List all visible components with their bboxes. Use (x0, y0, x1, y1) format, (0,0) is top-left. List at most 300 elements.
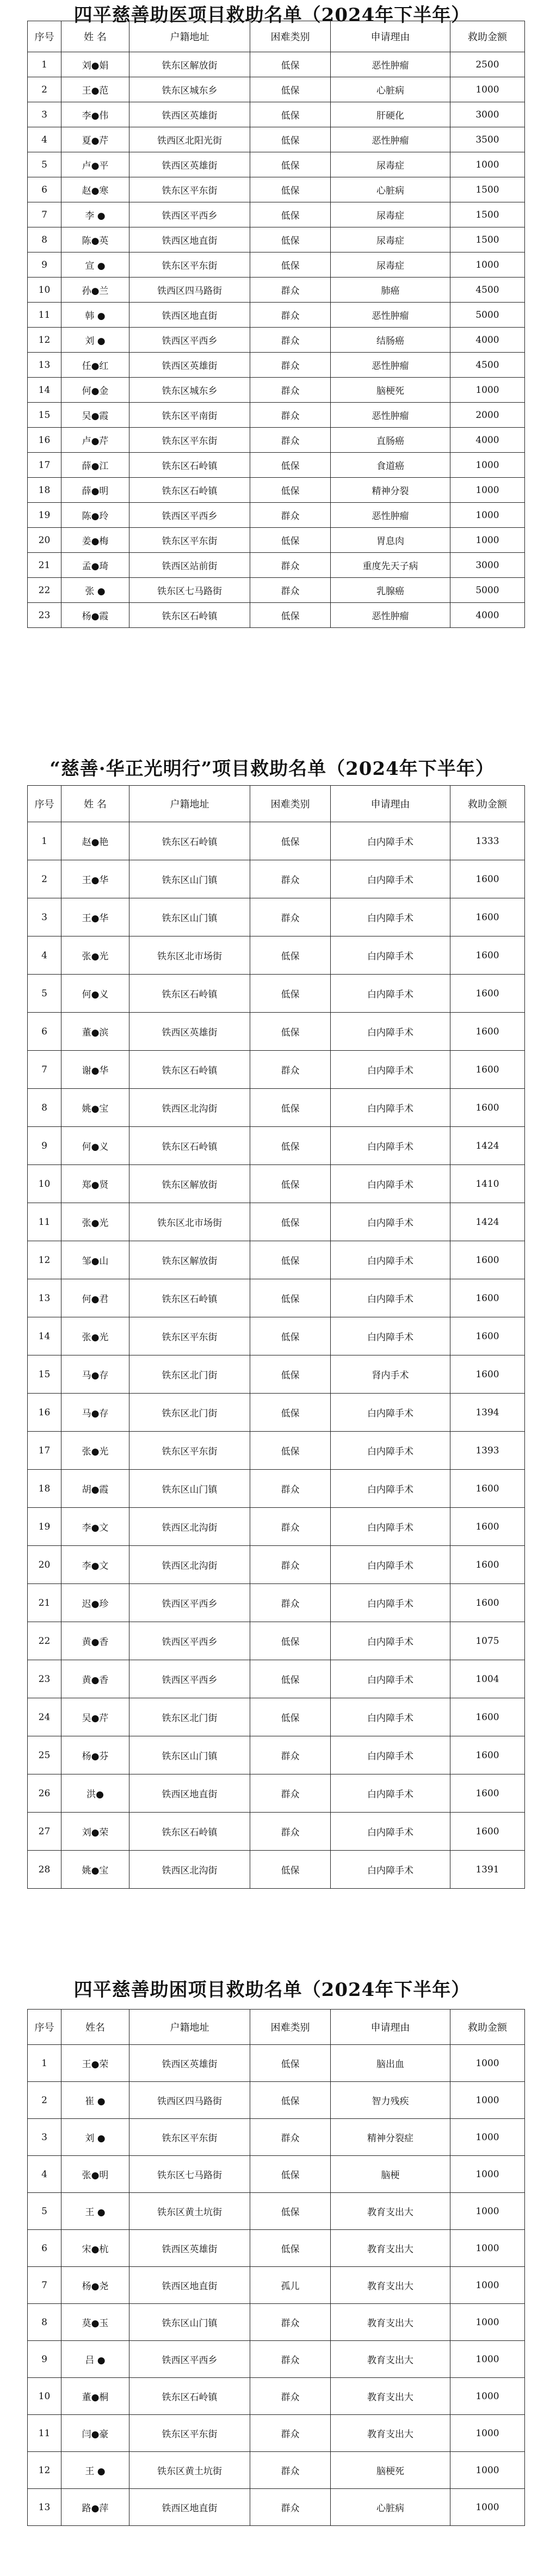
cell-reason: 脑出血 (331, 2045, 450, 2082)
table-row (28, 2156, 525, 2193)
cell-category: 低保 (250, 1203, 331, 1241)
cell-category: 低保 (250, 52, 331, 77)
cell-category: 群众 (250, 1508, 331, 1546)
cell-address: 铁西区地直街 (129, 2267, 250, 2304)
cell-amount: 1004 (450, 1660, 525, 1698)
cell-name: 卢●芹 (61, 428, 129, 453)
table-row (28, 1508, 525, 1546)
cell-index: 5 (28, 152, 61, 177)
table-row (28, 353, 525, 378)
cell-name: 张●光 (61, 1203, 129, 1241)
cell-category: 低保 (250, 1127, 331, 1165)
cell-amount: 1600 (450, 1279, 525, 1317)
cell-amount: 1424 (450, 1127, 525, 1165)
cell-address: 铁东区平东街 (129, 1432, 250, 1470)
table-row (28, 102, 525, 127)
cell-index: 10 (28, 2378, 61, 2415)
header-col-address: 户籍地址 (129, 2010, 250, 2045)
header-col-index: 序号 (28, 2010, 61, 2045)
cell-reason: 白内障手术 (331, 1774, 450, 1813)
table-row (28, 1851, 525, 1889)
cell-reason: 白内障手术 (331, 1394, 450, 1432)
cell-amount: 1600 (450, 1813, 525, 1851)
table-row (28, 603, 525, 628)
header-col-index: 序号 (28, 21, 61, 52)
cell-address: 铁西区平西乡 (129, 328, 250, 353)
cell-amount: 1000 (450, 378, 525, 403)
cell-name: 何●义 (61, 975, 129, 1013)
cell-reason: 白内障手术 (331, 1165, 450, 1203)
cell-index: 16 (28, 1394, 61, 1432)
header-col-category: 困难类别 (250, 21, 331, 52)
cell-reason: 白内障手术 (331, 1089, 450, 1127)
cell-reason: 恶性肿瘤 (331, 403, 450, 428)
cell-reason: 白内障手术 (331, 1546, 450, 1584)
table-row (28, 1774, 525, 1813)
cell-category: 群众 (250, 1051, 331, 1089)
cell-reason: 白内障手术 (331, 1051, 450, 1089)
cell-address: 铁东区城东乡 (129, 378, 250, 403)
cell-address: 铁东区山门镇 (129, 2304, 250, 2341)
table-row (28, 2341, 525, 2378)
table-row (28, 898, 525, 936)
cell-reason: 白内障手术 (331, 1584, 450, 1622)
cell-reason: 结肠癌 (331, 328, 450, 353)
cell-address: 铁东区七马路街 (129, 578, 250, 603)
cell-address: 铁西区四马路街 (129, 278, 250, 303)
cell-name: 王●荣 (61, 2045, 129, 2082)
cell-amount: 1600 (450, 1317, 525, 1355)
cell-category: 低保 (250, 1013, 331, 1051)
cell-reason: 白内障手术 (331, 1279, 450, 1317)
cell-category: 低保 (250, 2082, 331, 2119)
section-title-cataract-program: “慈善·华正光明行”项目救助名单（2024年下半年） (50, 758, 494, 780)
cell-reason: 白内障手术 (331, 1241, 450, 1279)
table-row (28, 1051, 525, 1089)
cell-index: 17 (28, 1432, 61, 1470)
cell-reason: 教育支出大 (331, 2304, 450, 2341)
cell-name: 莫●玉 (61, 2304, 129, 2341)
cell-name: 刘 ● (61, 2119, 129, 2156)
cell-amount: 4000 (450, 328, 525, 353)
table-row (28, 403, 525, 428)
cell-address: 铁东区山门镇 (129, 1470, 250, 1508)
table-row (28, 2119, 525, 2156)
cell-name: 韩 ● (61, 303, 129, 328)
cell-reason: 恶性肿瘤 (331, 127, 450, 152)
cell-amount: 1500 (450, 202, 525, 227)
cell-amount: 1000 (450, 2304, 525, 2341)
cell-category: 低保 (250, 127, 331, 152)
cell-category: 低保 (250, 2156, 331, 2193)
cell-reason: 教育支出大 (331, 2415, 450, 2452)
cell-address: 铁西区平西乡 (129, 202, 250, 227)
cell-amount: 1600 (450, 1508, 525, 1546)
cell-category: 群众 (250, 278, 331, 303)
cell-address: 铁西区北沟街 (129, 1546, 250, 1584)
cell-amount: 1600 (450, 975, 525, 1013)
cell-index: 26 (28, 1774, 61, 1813)
table-row (28, 1013, 525, 1051)
cell-index: 13 (28, 2489, 61, 2526)
header-col-reason: 申请理由 (331, 21, 450, 52)
cell-index: 3 (28, 898, 61, 936)
cell-reason: 白内障手术 (331, 1013, 450, 1051)
cell-name: 王●华 (61, 860, 129, 898)
cell-address: 铁东区平东街 (129, 177, 250, 202)
cell-name: 张●光 (61, 936, 129, 975)
cell-reason: 白内障手术 (331, 1851, 450, 1889)
cell-amount: 4500 (450, 353, 525, 378)
table-row (28, 378, 525, 403)
cell-category: 低保 (250, 177, 331, 202)
header-col-reason: 申请理由 (331, 2010, 450, 2045)
cell-index: 2 (28, 860, 61, 898)
cell-amount: 1600 (450, 936, 525, 975)
cell-name: 刘●荣 (61, 1813, 129, 1851)
cell-name: 任●红 (61, 353, 129, 378)
cell-index: 8 (28, 227, 61, 252)
table-row (28, 478, 525, 503)
cell-reason: 脑梗 (331, 2156, 450, 2193)
cell-address: 铁西区地直街 (129, 2489, 250, 2526)
cell-address: 铁东区石岭镇 (129, 1813, 250, 1851)
cell-reason: 白内障手术 (331, 1127, 450, 1165)
cell-amount: 1600 (450, 898, 525, 936)
cell-index: 10 (28, 278, 61, 303)
cell-name: 卢●平 (61, 152, 129, 177)
cell-name: 崔 ● (61, 2082, 129, 2119)
cell-index: 7 (28, 1051, 61, 1089)
table-row (28, 936, 525, 975)
cell-amount: 1000 (450, 77, 525, 102)
cell-amount: 1000 (450, 152, 525, 177)
cell-index: 9 (28, 1127, 61, 1165)
cell-amount: 1410 (450, 1165, 525, 1203)
cell-index: 15 (28, 403, 61, 428)
cell-reason: 白内障手术 (331, 1317, 450, 1355)
cell-category: 低保 (250, 1165, 331, 1203)
cell-reason: 白内障手术 (331, 898, 450, 936)
section-title-hardship-aid: 四平慈善助困项目救助名单（2024年下半年） (73, 1979, 471, 2001)
cell-reason: 乳腺癌 (331, 578, 450, 603)
cell-index: 5 (28, 975, 61, 1013)
cell-index: 10 (28, 1165, 61, 1203)
cell-reason: 教育支出大 (331, 2230, 450, 2267)
cell-index: 19 (28, 503, 61, 528)
cell-index: 4 (28, 127, 61, 152)
cell-index: 11 (28, 2415, 61, 2452)
cell-index: 8 (28, 1089, 61, 1127)
cell-category: 群众 (250, 1813, 331, 1851)
cell-amount: 1394 (450, 1394, 525, 1432)
cell-index: 8 (28, 2304, 61, 2341)
cell-reason: 白内障手术 (331, 1698, 450, 1736)
cell-amount: 4000 (450, 428, 525, 453)
cell-category: 低保 (250, 1432, 331, 1470)
cell-index: 18 (28, 1470, 61, 1508)
cell-index: 21 (28, 1584, 61, 1622)
table-row (28, 1089, 525, 1127)
cell-name: 宋●杭 (61, 2230, 129, 2267)
cell-index: 14 (28, 1317, 61, 1355)
cell-index: 11 (28, 1203, 61, 1241)
cell-name: 董●滨 (61, 1013, 129, 1051)
table-row (28, 1660, 525, 1698)
cell-address: 铁东区解放街 (129, 52, 250, 77)
cell-index: 2 (28, 2082, 61, 2119)
cell-amount: 1500 (450, 227, 525, 252)
cell-reason: 教育支出大 (331, 2378, 450, 2415)
cell-name: 王●范 (61, 77, 129, 102)
cell-address: 铁东区石岭镇 (129, 1279, 250, 1317)
cell-category: 低保 (250, 1089, 331, 1127)
cell-name: 李●伟 (61, 102, 129, 127)
cell-category: 低保 (250, 202, 331, 227)
cell-address: 铁东区北门街 (129, 1698, 250, 1736)
cell-category: 群众 (250, 403, 331, 428)
cell-amount: 1075 (450, 1622, 525, 1660)
cell-category: 群众 (250, 1470, 331, 1508)
cell-category: 群众 (250, 1736, 331, 1774)
table-row (28, 52, 525, 77)
cell-amount: 1600 (450, 1089, 525, 1127)
cell-index: 1 (28, 2045, 61, 2082)
cell-name: 路●萍 (61, 2489, 129, 2526)
cell-category: 群众 (250, 428, 331, 453)
table-row (28, 2193, 525, 2230)
cell-amount: 5000 (450, 303, 525, 328)
header-col-index: 序号 (28, 786, 61, 822)
cell-category: 低保 (250, 478, 331, 503)
cell-address: 铁东区平东街 (129, 528, 250, 553)
table-row (28, 1241, 525, 1279)
cell-category: 群众 (250, 2304, 331, 2341)
cell-amount: 1000 (450, 252, 525, 278)
cell-category: 群众 (250, 2378, 331, 2415)
cell-reason: 心脏病 (331, 2489, 450, 2526)
header-col-reason: 申请理由 (331, 786, 450, 822)
cell-index: 11 (28, 303, 61, 328)
cell-category: 低保 (250, 975, 331, 1013)
table-row (28, 503, 525, 528)
cell-category: 低保 (250, 102, 331, 127)
cell-category: 低保 (250, 2230, 331, 2267)
cell-index: 6 (28, 1013, 61, 1051)
cell-category: 低保 (250, 1660, 331, 1698)
table-row (28, 2267, 525, 2304)
cell-name: 张●光 (61, 1432, 129, 1470)
cell-address: 铁东区石岭镇 (129, 453, 250, 478)
cell-address: 铁西区北阳光街 (129, 127, 250, 152)
cell-name: 何●君 (61, 1279, 129, 1317)
cell-address: 铁西区地直街 (129, 227, 250, 252)
header-col-amount: 救助金额 (450, 786, 525, 822)
cell-reason: 白内障手术 (331, 860, 450, 898)
table-row (28, 1279, 525, 1317)
cell-category: 低保 (250, 936, 331, 975)
cell-category: 低保 (250, 1355, 331, 1394)
cell-category: 群众 (250, 303, 331, 328)
cell-category: 低保 (250, 603, 331, 628)
cell-category: 群众 (250, 578, 331, 603)
cell-reason: 白内障手术 (331, 975, 450, 1013)
cell-reason: 脑梗死 (331, 378, 450, 403)
cell-amount: 1000 (450, 503, 525, 528)
header-col-amount: 救助金额 (450, 21, 525, 52)
cell-index: 13 (28, 353, 61, 378)
cell-category: 低保 (250, 227, 331, 252)
cell-address: 铁东区石岭镇 (129, 975, 250, 1013)
table-row (28, 1698, 525, 1736)
cell-index: 19 (28, 1508, 61, 1546)
header-col-name: 姓名 (61, 2010, 129, 2045)
cell-reason: 尿毒症 (331, 252, 450, 278)
cataract-program-table (27, 785, 525, 1889)
cell-index: 6 (28, 2230, 61, 2267)
cell-name: 吴●芹 (61, 1698, 129, 1736)
cell-amount: 1600 (450, 1584, 525, 1622)
cell-name: 黄●香 (61, 1622, 129, 1660)
cell-reason: 教育支出大 (331, 2341, 450, 2378)
cell-amount: 4000 (450, 603, 525, 628)
cell-amount: 1500 (450, 177, 525, 202)
table-row (28, 2378, 525, 2415)
cell-address: 铁西区英雄街 (129, 2045, 250, 2082)
table-row (28, 127, 525, 152)
cell-reason: 白内障手术 (331, 1470, 450, 1508)
cell-name: 吕 ● (61, 2341, 129, 2378)
cell-index: 5 (28, 2193, 61, 2230)
cell-address: 铁西区北沟街 (129, 1851, 250, 1889)
cell-name: 杨●尧 (61, 2267, 129, 2304)
cell-reason: 智力残疾 (331, 2082, 450, 2119)
cell-name: 陈●玲 (61, 503, 129, 528)
cell-index: 1 (28, 52, 61, 77)
cell-index: 20 (28, 1546, 61, 1584)
cell-name: 李 ● (61, 202, 129, 227)
cell-name: 王 ● (61, 2193, 129, 2230)
header-col-category: 困难类别 (250, 2010, 331, 2045)
cell-reason: 尿毒症 (331, 152, 450, 177)
cell-index: 9 (28, 252, 61, 278)
cell-category: 群众 (250, 553, 331, 578)
cell-name: 张●明 (61, 2156, 129, 2193)
cell-name: 张 ● (61, 578, 129, 603)
cell-index: 4 (28, 2156, 61, 2193)
table-row (28, 278, 525, 303)
cell-index: 22 (28, 578, 61, 603)
table-header-row (28, 21, 525, 52)
cell-category: 低保 (250, 1698, 331, 1736)
medical-aid-table (27, 21, 525, 628)
cell-address: 铁西区英雄街 (129, 102, 250, 127)
table-row (28, 177, 525, 202)
cell-address: 铁西区四马路街 (129, 2082, 250, 2119)
cell-address: 铁东区平南街 (129, 403, 250, 428)
cell-address: 铁东区山门镇 (129, 1736, 250, 1774)
cell-reason: 教育支出大 (331, 2193, 450, 2230)
table-row (28, 860, 525, 898)
cell-name: 迟●珍 (61, 1584, 129, 1622)
cell-address: 铁东区石岭镇 (129, 603, 250, 628)
table-row (28, 453, 525, 478)
cell-reason: 恶性肿瘤 (331, 303, 450, 328)
cell-name: 闫●豪 (61, 2415, 129, 2452)
cell-amount: 1600 (450, 1698, 525, 1736)
cell-reason: 直肠癌 (331, 428, 450, 453)
cell-name: 张●光 (61, 1317, 129, 1355)
cell-amount: 1000 (450, 2452, 525, 2489)
cell-reason: 食道癌 (331, 453, 450, 478)
table-row (28, 1203, 525, 1241)
cell-amount: 1600 (450, 1355, 525, 1394)
cell-reason: 心脏病 (331, 177, 450, 202)
cell-amount: 2000 (450, 403, 525, 428)
cell-address: 铁东区石岭镇 (129, 478, 250, 503)
cell-address: 铁西区英雄街 (129, 1013, 250, 1051)
header-col-amount: 救助金额 (450, 2010, 525, 2045)
cell-reason: 恶性肿瘤 (331, 503, 450, 528)
cell-index: 28 (28, 1851, 61, 1889)
table-row (28, 975, 525, 1013)
cell-reason: 胃息肉 (331, 528, 450, 553)
table-row (28, 303, 525, 328)
cell-address: 铁西区英雄街 (129, 2230, 250, 2267)
cell-name: 董●桐 (61, 2378, 129, 2415)
cell-amount: 1391 (450, 1851, 525, 1889)
table-row (28, 528, 525, 553)
cell-amount: 1000 (450, 453, 525, 478)
cell-category: 群众 (250, 2415, 331, 2452)
cell-category: 低保 (250, 453, 331, 478)
cell-address: 铁东区石岭镇 (129, 1051, 250, 1089)
cell-address: 铁西区平西乡 (129, 1660, 250, 1698)
cell-name: 何●金 (61, 378, 129, 403)
cell-address: 铁东区解放街 (129, 1165, 250, 1203)
cell-reason: 白内障手术 (331, 936, 450, 975)
hardship-aid-table (27, 2009, 525, 2526)
cell-amount: 1600 (450, 1774, 525, 1813)
cell-name: 马●存 (61, 1355, 129, 1394)
cell-category: 低保 (250, 152, 331, 177)
table-row (28, 1546, 525, 1584)
table-row (28, 252, 525, 278)
table-row (28, 1355, 525, 1394)
table-row (28, 152, 525, 177)
cell-address: 铁西区英雄街 (129, 353, 250, 378)
cell-amount: 1000 (450, 2193, 525, 2230)
table-header-row (28, 786, 525, 822)
cell-category: 群众 (250, 1546, 331, 1584)
cell-reason: 白内障手术 (331, 1736, 450, 1774)
cell-reason: 白内障手术 (331, 1203, 450, 1241)
cell-reason: 白内障手术 (331, 1660, 450, 1698)
cell-reason: 白内障手术 (331, 1622, 450, 1660)
cell-index: 9 (28, 2341, 61, 2378)
cell-name: 杨●芬 (61, 1736, 129, 1774)
table-row (28, 1394, 525, 1432)
cell-name: 邹●山 (61, 1241, 129, 1279)
cell-reason: 恶性肿瘤 (331, 603, 450, 628)
table-row (28, 1317, 525, 1355)
table-header-row (28, 2010, 525, 2045)
section-title-medical-aid: 四平慈善助医项目救助名单（2024年下半年） (73, 4, 471, 26)
cell-category: 低保 (250, 2193, 331, 2230)
cell-category: 低保 (250, 77, 331, 102)
cell-index: 12 (28, 2452, 61, 2489)
cell-index: 1 (28, 822, 61, 860)
